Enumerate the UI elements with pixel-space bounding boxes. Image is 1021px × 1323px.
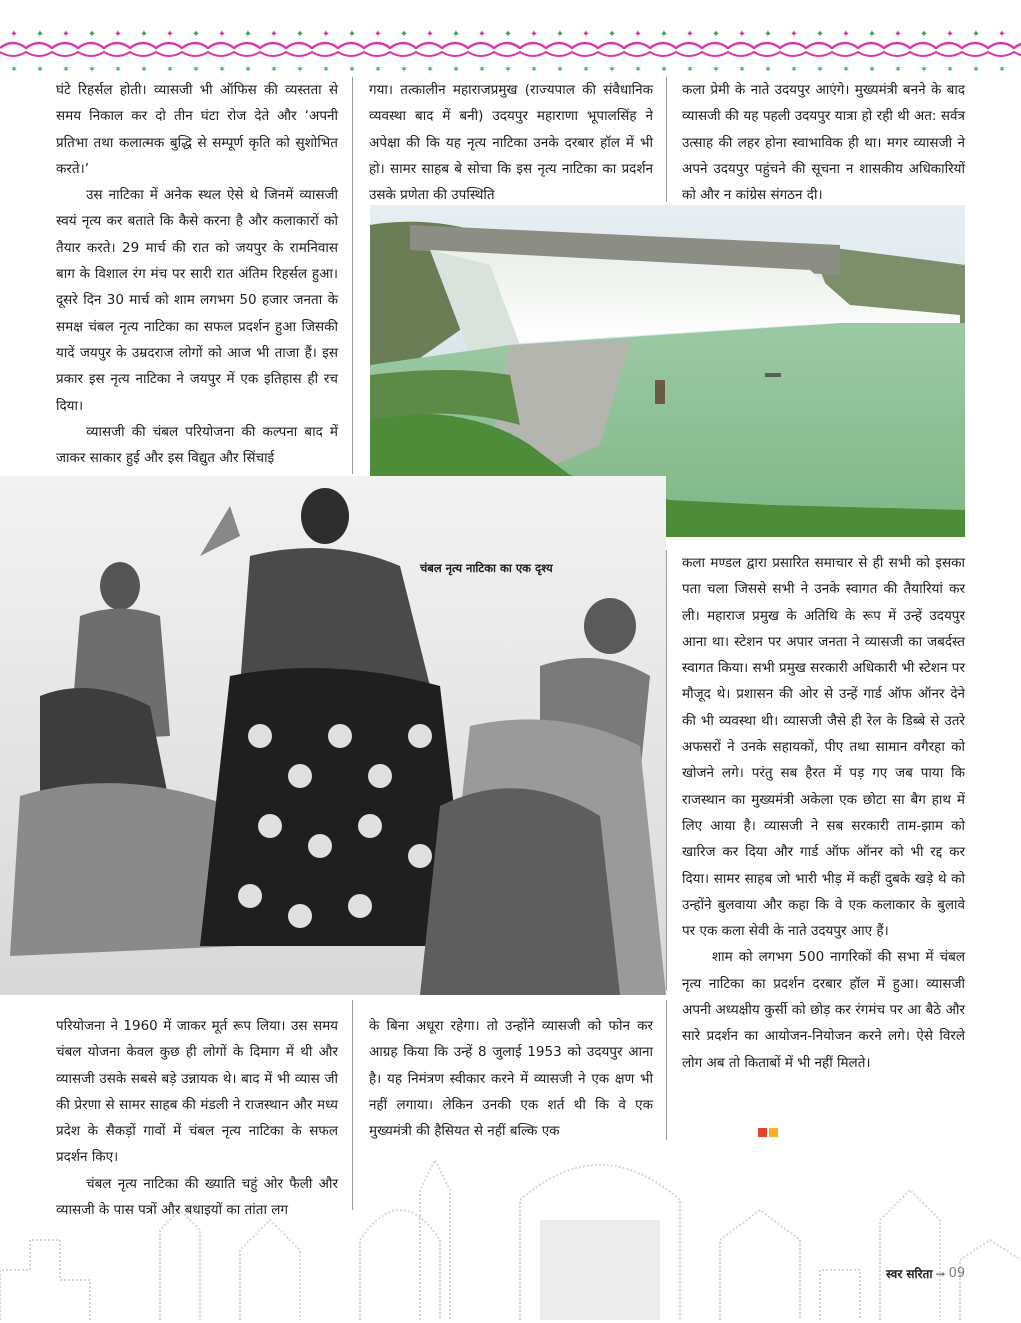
svg-text:✶: ✶ <box>738 65 746 75</box>
svg-text:✦: ✦ <box>425 29 435 40</box>
svg-text:✶: ✶ <box>218 65 226 75</box>
svg-text:✶: ✶ <box>582 65 590 75</box>
svg-text:✦: ✦ <box>685 29 695 40</box>
svg-text:✶: ✶ <box>816 65 824 75</box>
svg-text:✶: ✶ <box>504 65 512 75</box>
dance-photo <box>0 476 666 995</box>
svg-text:✶: ✶ <box>10 65 18 75</box>
svg-text:✦: ✦ <box>737 29 747 40</box>
svg-text:✦: ✦ <box>35 29 45 40</box>
svg-text:✶: ✶ <box>452 65 460 75</box>
svg-text:✦: ✦ <box>555 29 565 40</box>
svg-text:✶: ✶ <box>62 65 70 75</box>
magazine-brand: स्वर सरिता <box>886 1267 933 1281</box>
svg-text:✦: ✦ <box>997 29 1007 40</box>
column-divider <box>666 1000 667 1140</box>
svg-text:✦: ✦ <box>815 29 825 40</box>
svg-text:✦: ✦ <box>763 29 773 40</box>
svg-text:✦: ✦ <box>893 29 903 40</box>
svg-text:✦: ✦ <box>945 29 955 40</box>
svg-text:✦: ✦ <box>61 29 71 40</box>
svg-text:✶: ✶ <box>972 65 980 75</box>
svg-text:✦: ✦ <box>477 29 487 40</box>
svg-text:✶: ✶ <box>36 65 44 75</box>
svg-text:✦: ✦ <box>789 29 799 40</box>
svg-text:✶: ✶ <box>166 65 174 75</box>
svg-text:✦: ✦ <box>607 29 617 40</box>
paragraph: उस नाटिका में अनेक स्थल ऐसे थे जिनमें व्यासजी स्वयं नृत्य कर बताते कि कैसे करना है और कलाकारों को तैयार करते। 29 मार्च की रात को जयपुर के रामनिवास बाग के विशाल रंग मंच पर सारी रात अंतिम रिहर्सल हुआ। दूसरे दिन 30 मार्च को शाम लगभग 50 हजार जनता के समक्ष चंबल नृत्य नाटिका का सफल प्रदर्शन हुआ जिसकी यादें जयपुर के उम्रदराज लोगों को आज भी ताजा हैं। इस प्रकार इस नृत्य नाटिका ने जयपुर में एक इतिहास ही रच दिया। <box>56 187 338 414</box>
column-1-top <box>56 77 338 471</box>
svg-text:✶: ✶ <box>894 65 902 75</box>
svg-text:✦: ✦ <box>919 29 929 40</box>
svg-text:✦: ✦ <box>659 29 669 40</box>
column-3-middle <box>682 550 965 1076</box>
svg-text:✦: ✦ <box>347 29 357 40</box>
paragraph: कला मण्डल द्वारा प्रसारित समाचार से ही सभी को इसका पता चला जिससे सभी ने उनके स्वागत की तैयारियां कर ली। महाराज प्रमुख के अतिथि के रूप में उन्हें उदयपुर आना था। स्टेशन पर अपार जनता ने व्यासजी का जबर्दस्त स्वागत किया। सभी प्रमुख सरकारी अधिकारी भी स्टेशन पर मौजूद थे। प्रशासन की ओर से उन्हें गार्ड ऑफ ऑनर देने की भी व्यवस्था थी। व्यासजी जैसे ही रेल के डिब्बे से उतरे अफसरों ने उनके सहायकों, पीए तथा सामान वगैरहा को खोजने लगे। परंतु सब हैरत में पड़ गए जब पाया कि राजस्थान का मुख्यमंत्री अकेला एक छोटा सा बैग हाथ में लिए आया है। व्यासजी ने सब सरकारी ताम-झाम को खारिज कर दिया और गार्ड ऑफ ऑनर को भी रद्द कर दिया। सामर साहब जो भारी भीड़ में कहीं दुबके खड़े थे को उन्होंने बुलवाया और कहा कि वे एक कलाकार के बुलावे पर एक कला सेवी के नाते उदयपुर आए हैं। <box>682 555 965 940</box>
svg-text:✶: ✶ <box>348 65 356 75</box>
svg-text:✦: ✦ <box>9 29 19 40</box>
svg-text:✶: ✶ <box>660 65 668 75</box>
svg-text:✶: ✶ <box>374 65 382 75</box>
svg-text:✦: ✦ <box>867 29 877 40</box>
paragraph: कला प्रेमी के नाते उदयपुर आएंगे। मुख्यमंत्री बनने के बाद व्यासजी की यह पहली उदयपुर यात्रा हो रही थी अत: सर्वत्र उत्साह की लहर होना स्वाभाविक ही था। मगर व्यासजी ने अपने उदयपुर पहुंचने की सूचना न शासकीय अधिकारियों को और न कांग्रेस संगठन दी। <box>682 82 965 204</box>
svg-text:✦: ✦ <box>295 29 305 40</box>
svg-text:✶: ✶ <box>530 65 538 75</box>
svg-text:✶: ✶ <box>478 65 486 75</box>
paragraph: व्यासजी की चंबल परियोजना की कल्पना बाद में जाकर साकार हुई और इस विद्युत और सिंचाई <box>56 423 338 467</box>
svg-text:✶: ✶ <box>556 65 564 75</box>
svg-text:✦: ✦ <box>113 29 123 40</box>
svg-text:✦: ✦ <box>165 29 175 40</box>
svg-text:✦: ✦ <box>971 29 981 40</box>
svg-text:✶: ✶ <box>114 65 122 75</box>
svg-text:✦: ✦ <box>191 29 201 40</box>
svg-text:✦: ✦ <box>841 29 851 40</box>
svg-text:✶: ✶ <box>322 65 330 75</box>
svg-text:✶: ✶ <box>790 65 798 75</box>
column-divider <box>666 550 667 990</box>
svg-text:✦: ✦ <box>711 29 721 40</box>
svg-text:✦: ✦ <box>451 29 461 40</box>
column-divider <box>666 77 667 202</box>
svg-text:✦: ✦ <box>139 29 149 40</box>
svg-text:✦: ✦ <box>503 29 513 40</box>
svg-text:✦: ✦ <box>373 29 383 40</box>
arrow-right-icon: ➞ <box>935 1266 946 1281</box>
paragraph: चंबल नृत्य नाटिका की ख्याति चहुं ओर फैली और व्यासजी के पास पत्रों और बधाइयों का तांता लग <box>56 1175 338 1219</box>
decorative-top-border <box>0 0 1021 80</box>
svg-text:✶: ✶ <box>244 65 252 75</box>
svg-text:✶: ✶ <box>270 65 278 75</box>
svg-text:✦: ✦ <box>87 29 97 40</box>
svg-text:✦: ✦ <box>269 29 279 40</box>
paragraph: के बिना अधूरा रहेगा। तो उन्होंने व्यासजी को फोन कर आग्रह किया कि उन्हें 8 जुलाई 1953 को उदयपुर आना है। यह निमंत्रण स्वीकार करने में व्यासजी ने एक क्षण भी नहीं लगाया। लेकिन उनकी एक शर्त थी कि वे एक मुख्यमंत्री की हैसियत से नहीं बल्कि एक <box>369 1018 653 1140</box>
svg-text:✶: ✶ <box>296 65 304 75</box>
city-skyline-watermark <box>0 1120 1021 1323</box>
svg-text:✶: ✶ <box>140 65 148 75</box>
paragraph: गया। तत्कालीन महाराजप्रमुख (राज्यपाल की संवैधानिक व्यवस्था बाद में बनी) उदयपुर महाराणा भूपालसिंह ने अपेक्षा की कि यह नृत्य नाटिका उनके दरबार हॉल में भी हो। सामर साहब बे सोचा कि इस नृत्य नाटिका का प्रदर्शन उसके प्रणेता की उपस्थिति <box>369 82 653 204</box>
svg-text:✦: ✦ <box>633 29 643 40</box>
svg-text:✦: ✦ <box>399 29 409 40</box>
svg-text:✦: ✦ <box>321 29 331 40</box>
column-divider <box>352 77 353 474</box>
svg-text:✶: ✶ <box>686 65 694 75</box>
svg-text:✶: ✶ <box>998 65 1006 75</box>
svg-text:✦: ✦ <box>243 29 253 40</box>
svg-text:✶: ✶ <box>712 65 720 75</box>
paragraph: शाम को लगभग 500 नागरिकों की सभा में चंबल नृत्य नाटिका का प्रदर्शन दरबार हॉल में हुआ। व्यासजी अपनी अध्यक्षीय कुर्सी को छोड़ कर रंगमंच पर आ बैठे और सारे प्रदर्शन का आयोजन-नियोजन करने लगे। ऐसे विरले लोग अब तो किताबों में भी नहीं मिलते। <box>682 949 965 1071</box>
paragraph: परियोजना ने 1960 में जाकर मूर्त रूप लिया। उस समय चंबल योजना केवल कुछ ही लोगों के दिमाग में थी और व्यासजी उसके सबसे बड़े उन्नायक थे। बाद में भी व्यास जी की प्रेरणा से सामर साहब की मंडली ने राजस्थान और मध्य प्रदेश के सैकड़ों गावों में चंबल नृत्य नाटिका के सफल प्रदर्शन किए। <box>56 1018 338 1166</box>
footer-page-label <box>886 1265 965 1282</box>
svg-text:✶: ✶ <box>400 65 408 75</box>
svg-text:✶: ✶ <box>88 65 96 75</box>
svg-text:✶: ✶ <box>842 65 850 75</box>
page-number: 09 <box>948 1266 966 1281</box>
svg-text:✶: ✶ <box>868 65 876 75</box>
svg-text:✦: ✦ <box>217 29 227 40</box>
column-3-top <box>682 77 965 208</box>
svg-text:✶: ✶ <box>634 65 642 75</box>
svg-text:✶: ✶ <box>764 65 772 75</box>
svg-text:✶: ✶ <box>920 65 928 75</box>
paragraph: घंटे रिहर्सल होती। व्यासजी भी ऑफिस की व्यस्तता से समय निकाल कर दो तीन घंटा रोज देते और ‘अपनी प्रतिभा तथा कलात्मक बुद्धि से सम्पूर्ण कृति को सुशोभित करते।’ <box>56 82 338 177</box>
svg-text:✶: ✶ <box>192 65 200 75</box>
svg-text:✦: ✦ <box>529 29 539 40</box>
svg-text:✶: ✶ <box>426 65 434 75</box>
svg-text:✦: ✦ <box>581 29 591 40</box>
svg-text:✶: ✶ <box>608 65 616 75</box>
photo-caption: चंबल नृत्य नाटिका का एक दृश्य <box>420 561 553 575</box>
column-2-top <box>369 77 653 208</box>
svg-text:✶: ✶ <box>946 65 954 75</box>
